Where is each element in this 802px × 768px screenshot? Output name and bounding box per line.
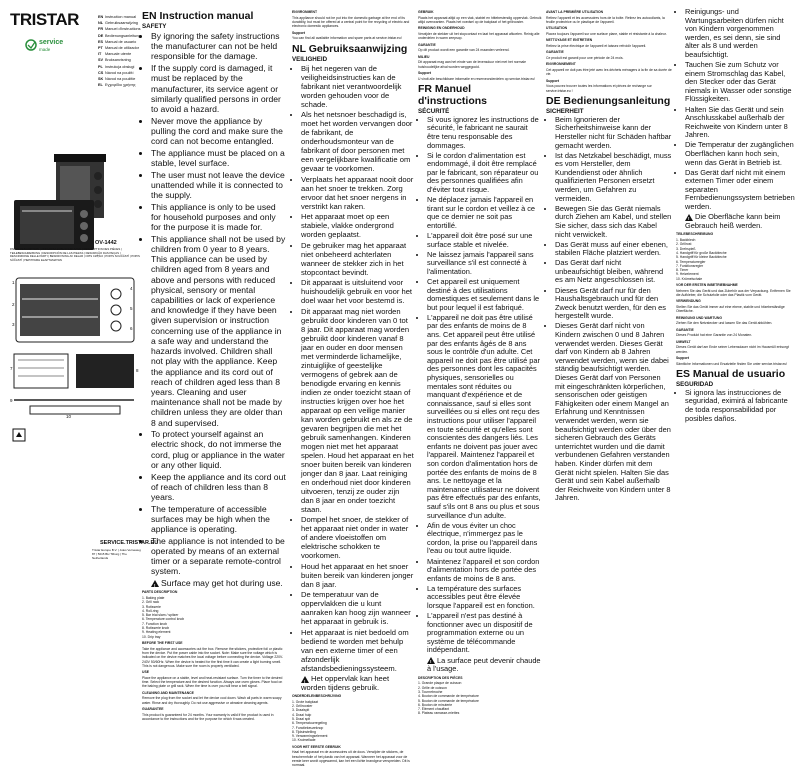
company-address: Tristar Europe B.V. | Jules Verneweg 87 | 5015 BH Tilburg | The Netherlands [92, 548, 141, 560]
de-part-item: 4. Handgriff für große Backbleche [676, 250, 727, 255]
en-guarantee-text: This product is guaranteed for 24 months. Your warranty is valid if the product is used in accordance to the instructions and for the purpose for which it was created. [142, 712, 274, 721]
language-code: PT [98, 46, 103, 51]
de-clean-text: Ziehen Sie den Netzstecker und lassen Sie das Gerät abkühlen. [676, 321, 773, 326]
model-number: OV-1442 [95, 240, 117, 246]
en-column [142, 8, 286, 721]
fr-guarantee-text: Ce produit est garanti pour une période de 24 mois. [546, 55, 624, 60]
language-code: SV [98, 58, 104, 63]
en-part-item: 10. Drip tray [142, 634, 161, 639]
de-use-text: Stellen Sie das Gerät immer auf eine ebene, stabile und hitzebeständige Oberfläche. [676, 304, 785, 314]
nl-support-heading: Support [418, 70, 431, 75]
fr-part-item: 3. Tournebroche [418, 690, 443, 694]
en-part-item: 9. Heating element [142, 630, 171, 635]
language-code: DE [98, 33, 104, 38]
en-env [292, 10, 414, 41]
part-number-label: 1 [12, 280, 15, 285]
de-safety-continued [676, 8, 796, 212]
tristar-service-logo [12, 428, 26, 447]
nl-safety-item: • Houd het apparaat en het snoer buiten bereik van kinderen jonger dan 8 jaar. [301, 562, 414, 589]
nl-safety-item: • De temperatuur van de oppervlakken die u kunt aanraken kan hoog zijn wanneer het apparaat in gebruik is. [301, 590, 414, 626]
part-number-label: 7 [10, 366, 13, 371]
warning-icon [427, 657, 435, 664]
nl-use-text: Plaats het apparaat altijd op een vlak, stabiel en hittebestendig oppervlak. Gebruik altijd ovenwanten. Plaats het voedsel op de bakplaat of het grillrooster. [418, 15, 542, 24]
fr-guarantee-heading: GARANTIE [546, 50, 564, 55]
fr-parts-heading: DESCRIPTION DES PIÈCES [418, 675, 463, 680]
fr-before-heading: AVANT LA PREMIÈRE UTILISATION [546, 10, 604, 14]
nl-part-item: 8. Tijdsinstelling [292, 729, 316, 734]
fr-part-item: 8. Plateau ramasse-miettes [418, 711, 460, 716]
en-safety-item: • Keep the appliance and its cord out of reach of children less than 8 years. [151, 472, 286, 503]
part-number-label: 2 [12, 302, 15, 307]
nl-hot-warning-text: Het oppervlak kan heet worden tijdens gebruik. [301, 674, 390, 693]
de-guarantee-text: Dieses Produkt hat eine Garantie von 24 Monaten. [676, 333, 753, 338]
nl-use-heading: GEBRUIK [418, 10, 434, 14]
en-env-text: This appliance should not be put into the domestic garbage at the end of its durability, but must be offered at a central point for the recycling of electric and electronic domestic appliances. [292, 15, 410, 29]
fr-safety-item: • Si vous ignorez les instructions de sécurité, le fabricant ne saurait être tenu responsable des dommages. [427, 116, 542, 150]
de-part-item: 6. Temperaturregler [676, 259, 706, 264]
part-number-label: 4 [130, 286, 133, 291]
en-safety-item: • The user must not leave the device unattended while it is connected to the supply. [151, 170, 286, 201]
de-safety-list [546, 116, 672, 503]
nl-part-item: 7. Functiekeuzeknop [292, 725, 324, 730]
de-guarantee-heading: GARANTIE [676, 327, 694, 332]
fr-hot-warning [418, 657, 542, 674]
nl-rest [418, 10, 542, 81]
service-sub: made [39, 47, 51, 52]
de-hot-warning [676, 213, 796, 230]
en-parts-heading: PARTS DESCRIPTION [142, 590, 178, 595]
nl-clean-text: Verwijder de stekker uit het stopcontact en laat het apparaat afkoelen. Reinig alle onderdelen in warm zeepsop. [418, 31, 540, 41]
language-label: Bedienungsanleitung [105, 33, 141, 38]
fr-safety-item: • Si le cordon d'alimentation est endommagé, il doit être remplacé par le fabricant, son réparateur ou des personnes qualifiées afin d'éviter tout risque. [427, 152, 542, 195]
nl-parts [292, 694, 414, 768]
fr-part-item: 2. Grille de cuisson [418, 685, 447, 690]
en-before-heading: BEFORE THE FIRST USE [142, 640, 183, 645]
de-safety-item: • Die Temperatur der zugänglichen Oberflächen kann hoch sein, wenn das Gerät in Betrieb ist. [685, 141, 796, 167]
en-hot-warning-text: Surface may get hot during use. [161, 578, 283, 589]
de-title: DE Bedienungsanleitung [546, 94, 671, 107]
en-guarantee-heading: GUARANTEE [142, 706, 164, 711]
language-label: Εγχειρίδιο χρήσης [105, 83, 136, 88]
en-before-text: Take the appliance and accessories out the box. Remove the stickers, protective foil or plastic from the device. Put the power cable into the socket. Note: Make sure the voltage which is indicated on the device matches the local voltage before connecting the device. Voltage 220V-240V 50/60Hz. When the device is heated for the first time it can create a light burning smell. This is not dangerous. Make sure the room is properly ventilated. [142, 646, 284, 668]
en-use-text: Place the appliance on a stable, level and heat-resistant surface. Turn the timer to the desired time. Select the temperature and the desired function. Always use oven gloves. Place food on the baking plate or grill rack. When the time is over you will hear a bell signal. [142, 675, 283, 689]
de-part-item: 2. Grillrost [676, 242, 692, 247]
en-title: EN Instruction manual [142, 10, 254, 22]
de-safety-item: • Bewegen Sie das Gerät niemals durch Ziehen am Kabel, und stellen Sie sicher, dass sich das Kabel nicht verwickelt. [555, 205, 672, 239]
language-item [98, 82, 141, 88]
language-code: PL [98, 64, 103, 69]
de-part-item: 5. Handgriff für kleine Backbleche [676, 255, 727, 260]
nl-safety-item: • Als het netsnoer beschadigd is, moet het worden vervangen door de fabrikant, de onderhoudsmonteur van de fabrikant of door personen met een vergelijkbare kwalificatie om gevaar te voorkomen. [301, 110, 414, 173]
nl-env-text: Dit apparaat mag aan het einde van de levensduur niet met het normale huishoudelijke afval worden weggegooid. [418, 60, 527, 69]
nl-safety-item: • Verplaats het apparaat nooit door aan het snoer te trekken. Zorg ervoor dat het snoer nergens in verstrikt kan raken. [301, 175, 414, 211]
fr-part-item: 5. Bouton de commande de température [418, 698, 479, 703]
brand-wordmark: TRISTAR [10, 10, 79, 29]
language-label: Gebruiksaanwijzing [105, 21, 138, 26]
nl-guarantee-heading: GARANTIE [418, 42, 436, 47]
en-part-item: 8. Rotisserie knob [142, 626, 170, 631]
fr-safety-item: • L'appareil ne doit pas être utilisé par des enfants de moins de 8 ans. Cet appareil peut être utilisé par des enfants âgés de 8 ans sous le contrôle d'un adulte. Cet appareil ne doit pas être utilisé par des personnes dont les capacités physiques, sensorielles ou mentales sont réduites ou manquant d'expérience et de connaissance, sauf si elles sont surveillées ou si elles ont reçu des instructions pour utiliser l'appareil en toute sécurité et qu'elles sont conscientes des dangers liés. Les enfants ne doivent pas jouer avec l'appareil. Maintenez l'appareil et son cordon d'alimentation hors de portée des enfants de moins de 8 ans. Le nettoyage et la maintenance utilisateur ne doivent pas être effectués par des enfants, sauf s'ils ont 8 ans ou plus et sous surveillance d'un adulte. [427, 314, 542, 520]
nl-column [292, 8, 414, 768]
fr-part-item: 4. Bouton de commande de température [418, 694, 479, 699]
de-before-text: Nehmen Sie das Gerät und das Zubehör aus der Verpackung. Entfernen Sie die Aufkleber, die Schutzfolie oder das Plastik vom Gerät. [676, 288, 791, 297]
fr-title: FR Manuel d'instructions [418, 82, 487, 107]
nl-hot-warning [292, 674, 414, 692]
fr-support-text: Vous pouvez trouver toutes les informations et pièces de rechange sur service.tristar.eu ! [546, 84, 652, 93]
fr-use-heading: UTILISATION [546, 26, 568, 31]
fr-part-item: 7. Élément chauffant [418, 707, 450, 712]
fr-support-heading: Support [546, 78, 559, 83]
en-safety-item: • This appliance shall not be used by children from 0 year to 8 years. This appliance can be used by children aged from 8 years and above and persons with reduced physical, sensory or mental capabilities or lack of experience and knowledge if they have been given supervision or instruction concerning use of the appliance in a safe way and understand the hazards involved. Children shall not play with the appliance. Keep the appliance and its cord out of reach of children aged less than 8 years. Cleaning and user maintenance shall not be made by children unless they are older than 8 and supervised. [151, 234, 286, 428]
part-number-label: 6 [130, 326, 133, 331]
language-code: CS [98, 70, 104, 75]
de-safety-item: • Dieses Gerät darf nicht von Kindern zwischen 0 und 8 Jahren verwendet werden. Dieses Gerät darf von Kindern ab 8 Jahren verwendet werden, wenn sie dabei ständig beaufsichtigt werden. Dieses Gerät darf von Personen mit eingeschränkten körperlichen, sensorischen oder geistigen Fähigkeiten oder einem Mangel an Erfahrung und Kenntnissen verwendet werden, wenn sie beaufsichtigt werden oder über den sicheren Gebrauch des Geräts unterrichtet wurden und die damit verbundenen Gefahren verstanden haben. Kinder dürfen mit dem Gerät nicht spielen. Halten Sie das Gerät und sein Kabel außerhalb der Reichweite von Kindern unter 8 Jahren. [555, 322, 672, 502]
de-before-heading: VOR DER ERSTEN INBETRIEBNAHME [676, 283, 738, 287]
en-use-heading: USE [142, 670, 149, 675]
nl-safety-item: • De gebruiker mag het apparaat niet onbeheerd achterlaten wanneer de stekker zich in het stopcontact bevindt. [301, 241, 414, 277]
nl-safety-list [292, 64, 414, 673]
language-label: Manual de usuario [105, 39, 137, 44]
en-parts [142, 590, 286, 721]
fr-safety-item: • L'appareil n'est pas destiné à fonctionner avec un dispositif de programmation externe ou un système de télécommande indépendant. [427, 612, 542, 655]
nl-part-item: 3. Draaispit [292, 708, 310, 713]
language-label: Bruksanvisning [105, 58, 131, 63]
recycling-icon [12, 428, 26, 442]
fr-safety-item: • Cet appareil est uniquement destiné à des utilisations domestiques et seulement dans le but pour lequel il est fabriqué. [427, 278, 542, 312]
fr-part-item: 6. Bouton de minuterie [418, 702, 453, 707]
en-part-item: 7. Function knob [142, 621, 168, 626]
en-safety-item: • The appliance is not intended to be operated by means of an external timer or a separate remote-control system. [151, 536, 286, 577]
de-safety-item: • Halten Sie das Gerät und sein Anschlusskabel außerhalb der Reichweite von Kindern unter 8 Jahren. [685, 106, 796, 140]
de-part-item: 9. Heizelement [676, 272, 699, 277]
nl-safety-item: • Bij het negeren van de veiligheidsinstructies kan de fabrikant niet verantwoordelijk worden gehouden voor de schade. [301, 64, 414, 109]
en-safety-item: • To protect yourself against an electric shock, do not immerse the cord, plug or appliance in the water or any other liquid. [151, 429, 286, 470]
de-part-item: 10. Krümelschale [676, 276, 703, 281]
en-clean-heading: CLEANING AND MAINTENANCE [142, 690, 194, 695]
nl-safety-item: • Dompel het snoer, de stekker of het apparaat niet onder in water of andere vloeistoffen om elektrische schokken te voorkomen. [301, 515, 414, 560]
en-safety-item: • The appliance must be placed on a stable, level surface. [151, 148, 286, 168]
warning-icon [685, 214, 693, 221]
fr-clean-text: Retirez la prise électrique de l'appareil et laissez refroidir l'appareil. [546, 43, 647, 48]
nl-parts-heading: ONDERDELENBESCHRIJVING [292, 694, 342, 699]
part-number-label: 10 [66, 414, 72, 419]
fr-safety-item: • Ne laissez jamais l'appareil sans surveillance s'il est connecté à l'alimentation. [427, 251, 542, 277]
de-safety-item: • Das Gerät muss auf einer ebenen, stabilen Fläche platziert werden. [555, 241, 672, 258]
de-env-heading: UMWELT [676, 339, 691, 344]
nl-guarantee-text: Op dit product wordt een garantie van 24 maanden verleend. [418, 48, 510, 53]
de-safety-item: • Beim Ignorieren der Sicherheitshinweise kann der Hersteller nicht für Schäden haftbar gemacht werden. [555, 116, 672, 150]
fr-safety-item: • Maintenez l'appareil et son cordon d'alimentation hors de portée des enfants de moins de 8 ans. [427, 558, 542, 584]
fr-safety-heading: SÉCURITÉ [418, 107, 450, 115]
nl-part-item: 4. Draai hulp [292, 712, 312, 717]
es-safety-list [676, 389, 796, 423]
en-part-item: 3. Rotisserie [142, 604, 161, 609]
es-safety-heading: SEGURIDAD [676, 380, 714, 388]
en-safety-item: • By ignoring the safety instructions the manufacturer can not be held responsible for the damage. [151, 31, 286, 62]
nl-part-item: 6. Temperatuurregeling [292, 721, 327, 726]
de-support-heading: Support [676, 355, 689, 360]
nl-support-text: U vindt alle beschikbare informatie en reserveonderdelen op service.tristar.eu! [418, 76, 536, 81]
de-safety-item: • Ist das Netzkabel beschädigt, muss es vom Hersteller, dem Kundendienst oder ähnlich qualifizierten Personen ersetzt werden, um Gefahren zu vermeiden. [555, 152, 672, 204]
fr-parts [418, 676, 542, 716]
en-safety-heading: SAFETY [142, 23, 167, 30]
en-env-heading: ENVIRONMENT [292, 10, 318, 14]
language-code: IT [98, 52, 102, 57]
language-list [98, 14, 141, 88]
en-part-item: 4. Roll-ring [142, 608, 159, 613]
nl-safety-item: • Dit apparaat mag niet worden gebruikt door kinderen van 0 tot 8 jaar. Dit apparaat mag worden gebruikt door kinderen vanaf 8 jaar en ouder en door mensen met verminderde lichamelijke, zintuiglijke of geestelijke vermogens of gebrek aan de benodigde ervaring en kennis indien ze onder toezicht staan of instructies krijgen over hoe het apparaat op een veilige manier kan worden gebruikt en als ze de gevaren begrijpen die met het gebruik samenhangen. Kinderen mogen niet met het apparaat spelen. Houd het apparaat en het snoer buiten bereik van kinderen jonger dan 8 jaar. Laat reiniging en onderhoud niet door kinderen uitvoeren, tenzij ze ouder zijn dan 8 jaar en onder toezicht staan. [301, 307, 414, 514]
service-label: service [39, 39, 64, 46]
language-code: NL [98, 21, 104, 26]
tristar-logo [10, 10, 79, 38]
de-hot-warning-text: Die Oberfläche kann beim Gebrauch heiß werden. [685, 212, 781, 230]
fr-safety-item: • L'appareil doit être posé sur une surface stable et nivelée. [427, 232, 542, 249]
de-part-item: 7. Funktionsregler [676, 263, 704, 268]
de-use-heading: VERWENDUNG [676, 299, 701, 304]
fr-safety-item: • La température des surfaces accessibles peut être élevée lorsque l'appareil est en fonction. [427, 585, 542, 611]
nl-safety-item: • Het apparaat is niet bedoeld om bediend te worden met behulp van een externe timer of een afzonderlijk afstandsbedieningssysteem. [301, 628, 414, 673]
part-number-label: 3 [12, 322, 15, 327]
de-rest [676, 232, 796, 365]
warning-icon [151, 580, 159, 587]
language-label: Instrukcja obsługi [105, 64, 135, 69]
en-clean-text: Remove the plug from the socket and let the device cool down. Wash all parts in warm soapy water. Rinse and dry thoroughly. Do not use aggressive or abrasive cleaning agents. [142, 696, 282, 705]
en-safety-item: • This appliance is only to be used for household purposes and only for the purpose it is made for. [151, 202, 286, 233]
fr-clean-heading: NETTOYAGE ET ENTRETIEN [546, 38, 593, 43]
nl-safety-item: • Dit apparaat is uitsluitend voor huishoudelijk gebruik en voor het doel waar het voor bestemd is. [301, 278, 414, 305]
fr-env-heading: ENVIRONNEMENT [546, 62, 576, 67]
language-label: Manuale utente [105, 52, 132, 57]
part-number-label: 5 [130, 306, 133, 311]
parts-diagram-icon [10, 272, 140, 420]
en-safety-item: • Never move the appliance by pulling the cord and make sure the cord can not become entangled. [151, 116, 286, 147]
nl-safety-heading: VEILIGHEID [292, 55, 328, 63]
fr-use-text: Placez toujours l'appareil sur une surface plane, stable et résistante à la chaleur. [546, 31, 667, 36]
nl-title: NL Gebruiksaanwijzing [292, 42, 408, 55]
part-number-label: 9 [10, 398, 13, 403]
language-label: Manuel d'instructions [105, 27, 141, 32]
en-support-heading: Support [292, 30, 305, 35]
part-number-label: 8 [136, 368, 139, 373]
fr-rest [546, 10, 672, 93]
language-code: FR [98, 27, 104, 32]
de-safety-item: • Dieses Gerät darf nur für den Haushaltsgebrauch und für den Zweck benutzt werden, für den es hergestellt wurde. [555, 287, 672, 321]
language-label: Návod na použitie [105, 77, 136, 82]
fr-safety-item: • Afin de vous éviter un choc électrique, n'immergez pas le cordon, la prise ou l'appareil dans l'eau ou tout autre liquide. [427, 522, 542, 556]
nl-clean-heading: REINIGING EN ONDERHOUD [418, 26, 465, 31]
fr-before-text: Retirez l'appareil et les accessoires hors de la boîte. Retirez les autocollants, la feuille protectrice ou le plastique de l'appareil. [546, 15, 665, 24]
nl-before-text: Haal het apparaat en de accessoires uit de doos. Verwijder de stickers, de beschermfolie of het plastic van het apparaat. Wanneer het apparaat voor de eerste keer wordt opgewarmd, kan het een lichte brandgeur verspreiden. Dit is normaal. [292, 750, 410, 768]
en-safety-item: • The temperature of accessible surfaces may be high when the appliance is operating. [151, 504, 286, 535]
de-support-text: Sämtliche Informationen und Ersatzteile finden Sie unter service.tristar.eu! [676, 361, 788, 366]
en-support-text: You can find all available information and spare parts at service.tristar.eu! [292, 36, 402, 41]
de-clean-heading: REINIGUNG UND WARTUNG [676, 315, 722, 320]
language-code: EL [98, 83, 103, 88]
nl-env-heading: MILIEU [418, 54, 430, 59]
language-label: Návod na použití [105, 70, 134, 75]
warning-icon [301, 676, 309, 683]
language-label: Manual de utilizador [105, 46, 139, 51]
en-part-item: 6. Temperature control knob [142, 617, 185, 622]
nl-part-item: 5. Draai spit [292, 716, 311, 721]
en-part-item: 2. Grill rack [142, 600, 160, 605]
language-label: Instruction manual [105, 15, 137, 19]
service-badge [24, 36, 70, 58]
fr-part-item: 1. Grande plaque de cuisson [418, 681, 462, 686]
fr-safety-item: • Ne déplacez jamais l'appareil en tirant sur le cordon et veillez à ce que ce dernier ne soit pas entortillé. [427, 196, 542, 230]
de-safety-item: • Das Gerät darf nicht unbeaufsichtigt bleiben, während es am Netz angeschlossen ist. [555, 259, 672, 285]
nl-safety-item: • Het apparaat moet op een stabiele, vlakke ondergrond worden geplaatst. [301, 212, 414, 239]
de-part-item: 1. Backblech [676, 238, 696, 243]
de-column [546, 8, 672, 568]
de-safety-item: • Tauchen Sie zum Schutz vor einem Stromschlag das Kabel, den Stecker oder das Gerät niemals in Wasser oder sonstige Flüssigkeiten. [685, 61, 796, 104]
en-safety-item: • If the supply cord is damaged, it must be replaced by the manufacturer, its service agent or similarly qualified persons in order to avoid a hazard. [151, 63, 286, 114]
de-part-item: 8. Timer [676, 268, 689, 273]
es-safety-item: • Si ignora las instrucciones de seguridad, eximirá al fabricante de toda responsabilidad por posibles daños. [685, 389, 796, 423]
en-part-item: 5. Bar trial slam / spitzer [142, 613, 179, 618]
fr-column [418, 8, 542, 716]
service-url: SERVICE.TRISTAR.EU [100, 540, 159, 546]
fr-hot-warning-text: La surface peut devenir chaude à l'usage. [427, 655, 541, 674]
parts-diagram [10, 272, 140, 425]
nl-part-item: 9. Verwarmingselement [292, 734, 328, 739]
de-parts-heading: TEILEBESCHREIBUNG [676, 232, 714, 237]
language-code: ES [98, 39, 104, 44]
nl-part-item: 2. Grillrooster [292, 704, 313, 709]
de-safety-item: • Reinigungs- und Wartungsarbeiten dürfen nicht von Kindern vorgenommen werden, es sei denn, sie sind älter als 8 und werden beaufsichtigt. [685, 8, 796, 60]
language-code: SK [98, 77, 104, 82]
es-title: ES Manual de usuario [676, 367, 786, 380]
de-safety-heading: SICHERHEIT [546, 107, 584, 115]
language-code: EN [98, 15, 104, 19]
cover-parts-note: PARTS DESCRIPTION | ONDERDELENBESCHRIJVING | DESCRIPTION DES PIÈCES | TEILEBESCHREIBUNG | DESCRIPCIÓN DE LAS PIEZAS | DESCRIÇÃO DAS PEÇAS | DESCRIZIONE DELLE PARTI | BESKRIVNING AV DELAR | OPIS CZĘŚCI | POPIS SOUČÁSTÍ | POPIS SÚČASTÍ | ΠΕΡΙΓΡΑΦΗ ΕΞΑΡΤΗΜΑΤΩΝ [10, 247, 140, 262]
oven-icon [14, 198, 94, 252]
nl-part-item: 1. Grote bakplaat [292, 699, 319, 704]
de-part-item: 3. Drehspieß [676, 246, 696, 251]
es-column [676, 8, 796, 568]
nl-before-heading: VOOR HET EERSTE GEBRUIK [292, 744, 341, 749]
de-env-text: Dieses Gerät darf am Ende seiner Lebensdauer nicht im Hausmüll entsorgt werden. [676, 345, 789, 354]
en-hot-warning [142, 578, 286, 588]
en-safety-list [142, 31, 286, 577]
nl-part-item: 10. Kruimellade [292, 738, 316, 743]
de-safety-item: • Das Gerät darf nicht mit einem externen Timer oder einem separaten Fernbedienungssystem betrieben werden. [685, 169, 796, 212]
fr-env-text: Cet appareil ne doit pas être jeté avec les déchets ménagers à la fin de sa durée de vie. [546, 67, 672, 77]
en-part-item: 1. Baking plate [142, 595, 165, 600]
fr-safety-list [418, 116, 542, 655]
